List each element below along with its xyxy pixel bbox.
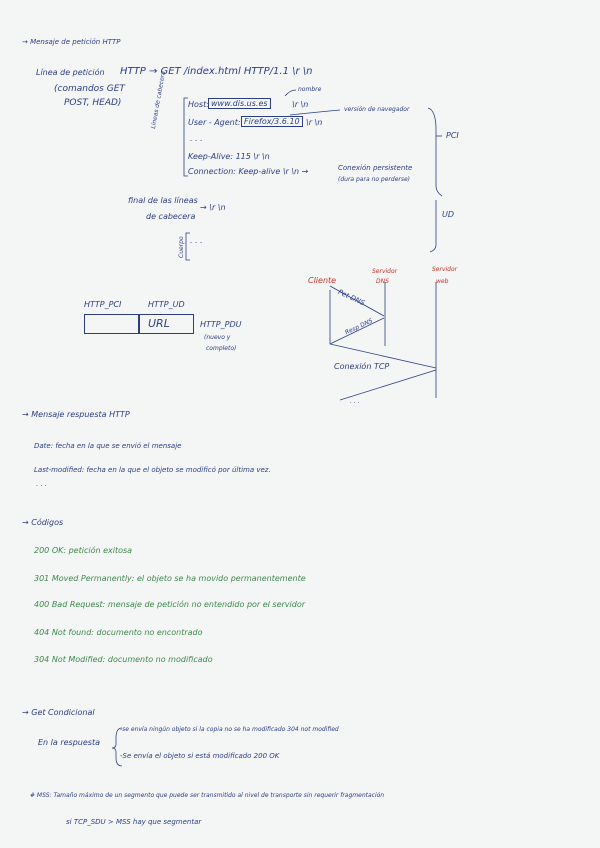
commands-list: POST, HEAD) [64, 98, 122, 108]
ua-note: versión de navegador [344, 106, 410, 113]
request-line-label: Línea de petición [36, 68, 105, 77]
pdu-pci-label: HTTP_PCI [84, 300, 122, 309]
keepalive-line: Keep-Alive: 115 \r \n [188, 152, 270, 161]
conditional-label: En la respuesta [38, 738, 100, 747]
commands-label: (comandos GET [54, 84, 125, 94]
host-end: \r \n [292, 100, 309, 109]
ua-value: Firefox/3.6.10 [241, 116, 303, 127]
header-lines-label: Líneas de cabecera [150, 70, 168, 130]
end-label-2: de cabecera [146, 212, 196, 221]
pdu-note-2: completo) [206, 345, 237, 352]
ua-end: \r \n [306, 118, 323, 127]
request-heading: → Mensaje de petición HTTP [22, 38, 121, 46]
body-dots: . . . [190, 236, 203, 245]
header-dots: . . . [190, 134, 203, 143]
seq-reply: Resp DNS [344, 317, 374, 337]
code-404: 404 Not found: documento no encontrado [34, 628, 203, 637]
conditional-line-1: -se envía ningún objeto si la copia no se ha modificado 304 not modified [120, 726, 339, 733]
request-line-example: HTTP → GET /index.html HTTP/1.1 \r \n [120, 66, 313, 77]
response-lastmod: Last-modified: fecha en la que el objeto se modificó por última vez. [34, 466, 271, 474]
response-heading: → Mensaje respuesta HTTP [22, 410, 130, 419]
seq-ask: Pet DNS [336, 288, 366, 308]
end-value: → \r \n [200, 203, 226, 212]
code-200: 200 OK: petición exitosa [34, 546, 133, 555]
seq-cliente: Cliente [308, 276, 337, 285]
connection-line: Connection: Keep-alive \r \n → [188, 167, 309, 176]
conn-note-2: (dura para no perderse) [338, 176, 411, 183]
pdu-cell-value: URL [148, 317, 170, 330]
host-note: nombre [298, 86, 322, 93]
ud-brace-label: UD [442, 210, 455, 219]
seq-dots: . . . [350, 398, 360, 405]
end-label-1: final de las líneas [128, 196, 198, 205]
seq-dns-1: Servidor [372, 268, 398, 275]
seq-web-2: web [436, 278, 449, 285]
host-value: www.dis.us.es [208, 98, 271, 109]
conn-note-1: Conexión persistente [338, 164, 413, 172]
response-dots: . . . [36, 480, 48, 488]
codes-heading: → Códigos [22, 518, 64, 527]
pdu-ud-label: HTTP_UD [148, 300, 185, 309]
body-label: Cuerpo [178, 236, 185, 258]
seq-dns-2: DNS [376, 278, 389, 285]
code-400: 400 Bad Request: mensaje de petición no entendido por el servidor [34, 600, 306, 609]
mss-line-2: si TCP_SDU > MSS hay que segmentar [66, 818, 202, 826]
conditional-line-2: -Se envía el objeto si está modificado 200 OK [120, 752, 280, 760]
code-304: 304 Not Modified: documento no modificado [34, 655, 213, 664]
mss-line-1: # MSS: Tamaño máximo de un segmento que puede ser transmitido al nivel de transporte sin requerir fragmentación [30, 792, 385, 799]
seq-tcp: Conexión TCP [334, 362, 390, 371]
conditional-heading: → Get Condicional [22, 708, 95, 717]
host-key: Host: [188, 100, 209, 109]
response-date: Date: fecha en la que se envió el mensaje [34, 442, 182, 450]
code-301: 301 Moved Permanently: el objeto se ha movido permanentemente [34, 574, 306, 583]
ua-key: User - Agent: [188, 118, 241, 127]
seq-web-1: Servidor [432, 266, 458, 273]
pdu-note-1: (nuevo y [204, 334, 231, 341]
pci-brace-label: PCI [446, 131, 459, 140]
pdu-label: HTTP_PDU [200, 320, 242, 329]
